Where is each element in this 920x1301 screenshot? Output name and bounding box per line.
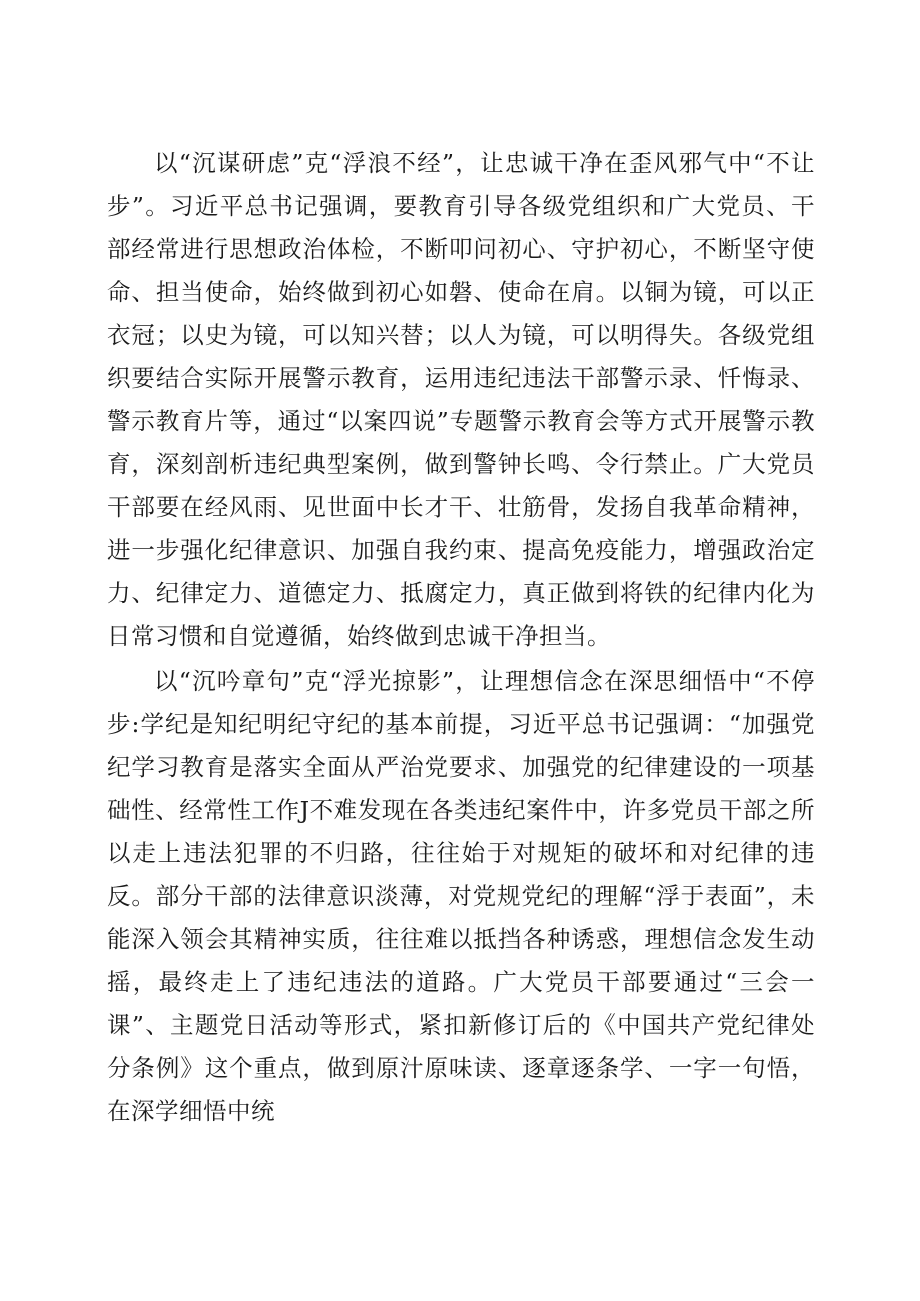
- paragraph-1: 以“沉谋研虑”克“浮浪不经”，让忠诚干净在歪风邪气中“不让步”。习近平总书记强调，要教育引导各级党组织和广大党员、干部经常进行思想政治体检，不断叩问初心、守护初心，不断坚守使命、担当使命，始终做到初心如磐、使命在肩。以铜为镜，可以正衣冠；以史为镜，可以知兴替；以人为镜，可以明得失。各级党组织要结合实际开展警示教育，运用违纪违法干部警示录、忏悔录、警示教育片等，通过“以案四说”专题警示教育会等方式开展警示教育，深刻剖析违纪典型案例，做到警钟长鸣、令行禁止。广大党员干部要在经风雨、见世面中长才干、壮筋骨，发扬自我革命精神，进一步强化纪律意识、加强自我约束、提高免疫能力，增强政治定力、纪律定力、道德定力、抵腐定力，真正做到将铁的纪律内化为日常习惯和自觉遵循，始终做到忠诚干净担当。: [107, 149, 815, 650]
- document-body: [107, 142, 815, 1133]
- paragraph-2: 以“沉吟章句”克“浮光掠影”，让理想信念在深思细悟中“不停步:学纪是知纪明纪守纪的基本前提，习近平总书记强调：“加强党纪学习教育是落实全面从严治党要求、加强党的纪律建设的一项基础性、经常性工作J不难发现在各类违纪案件中，许多党员干部之所以走上违法犯罪的不归路，往往始于对规矩的破坏和对纪律的违反。部分干部的法律意识淡薄，对党规党纪的理解“浮于表面”，未能深入领会其精神实质，往往难以抵挡各种诱惑，理想信念发生动摇，最终走上了违纪违法的道路。广大党员干部要通过“三会一课”、主题党日活动等形式，紧扣新修订后的《中国共产党纪律处分条例》这个重点，做到原汁原味读、逐章逐条学、一字一句悟，在深学细悟中统: [107, 667, 815, 1125]
